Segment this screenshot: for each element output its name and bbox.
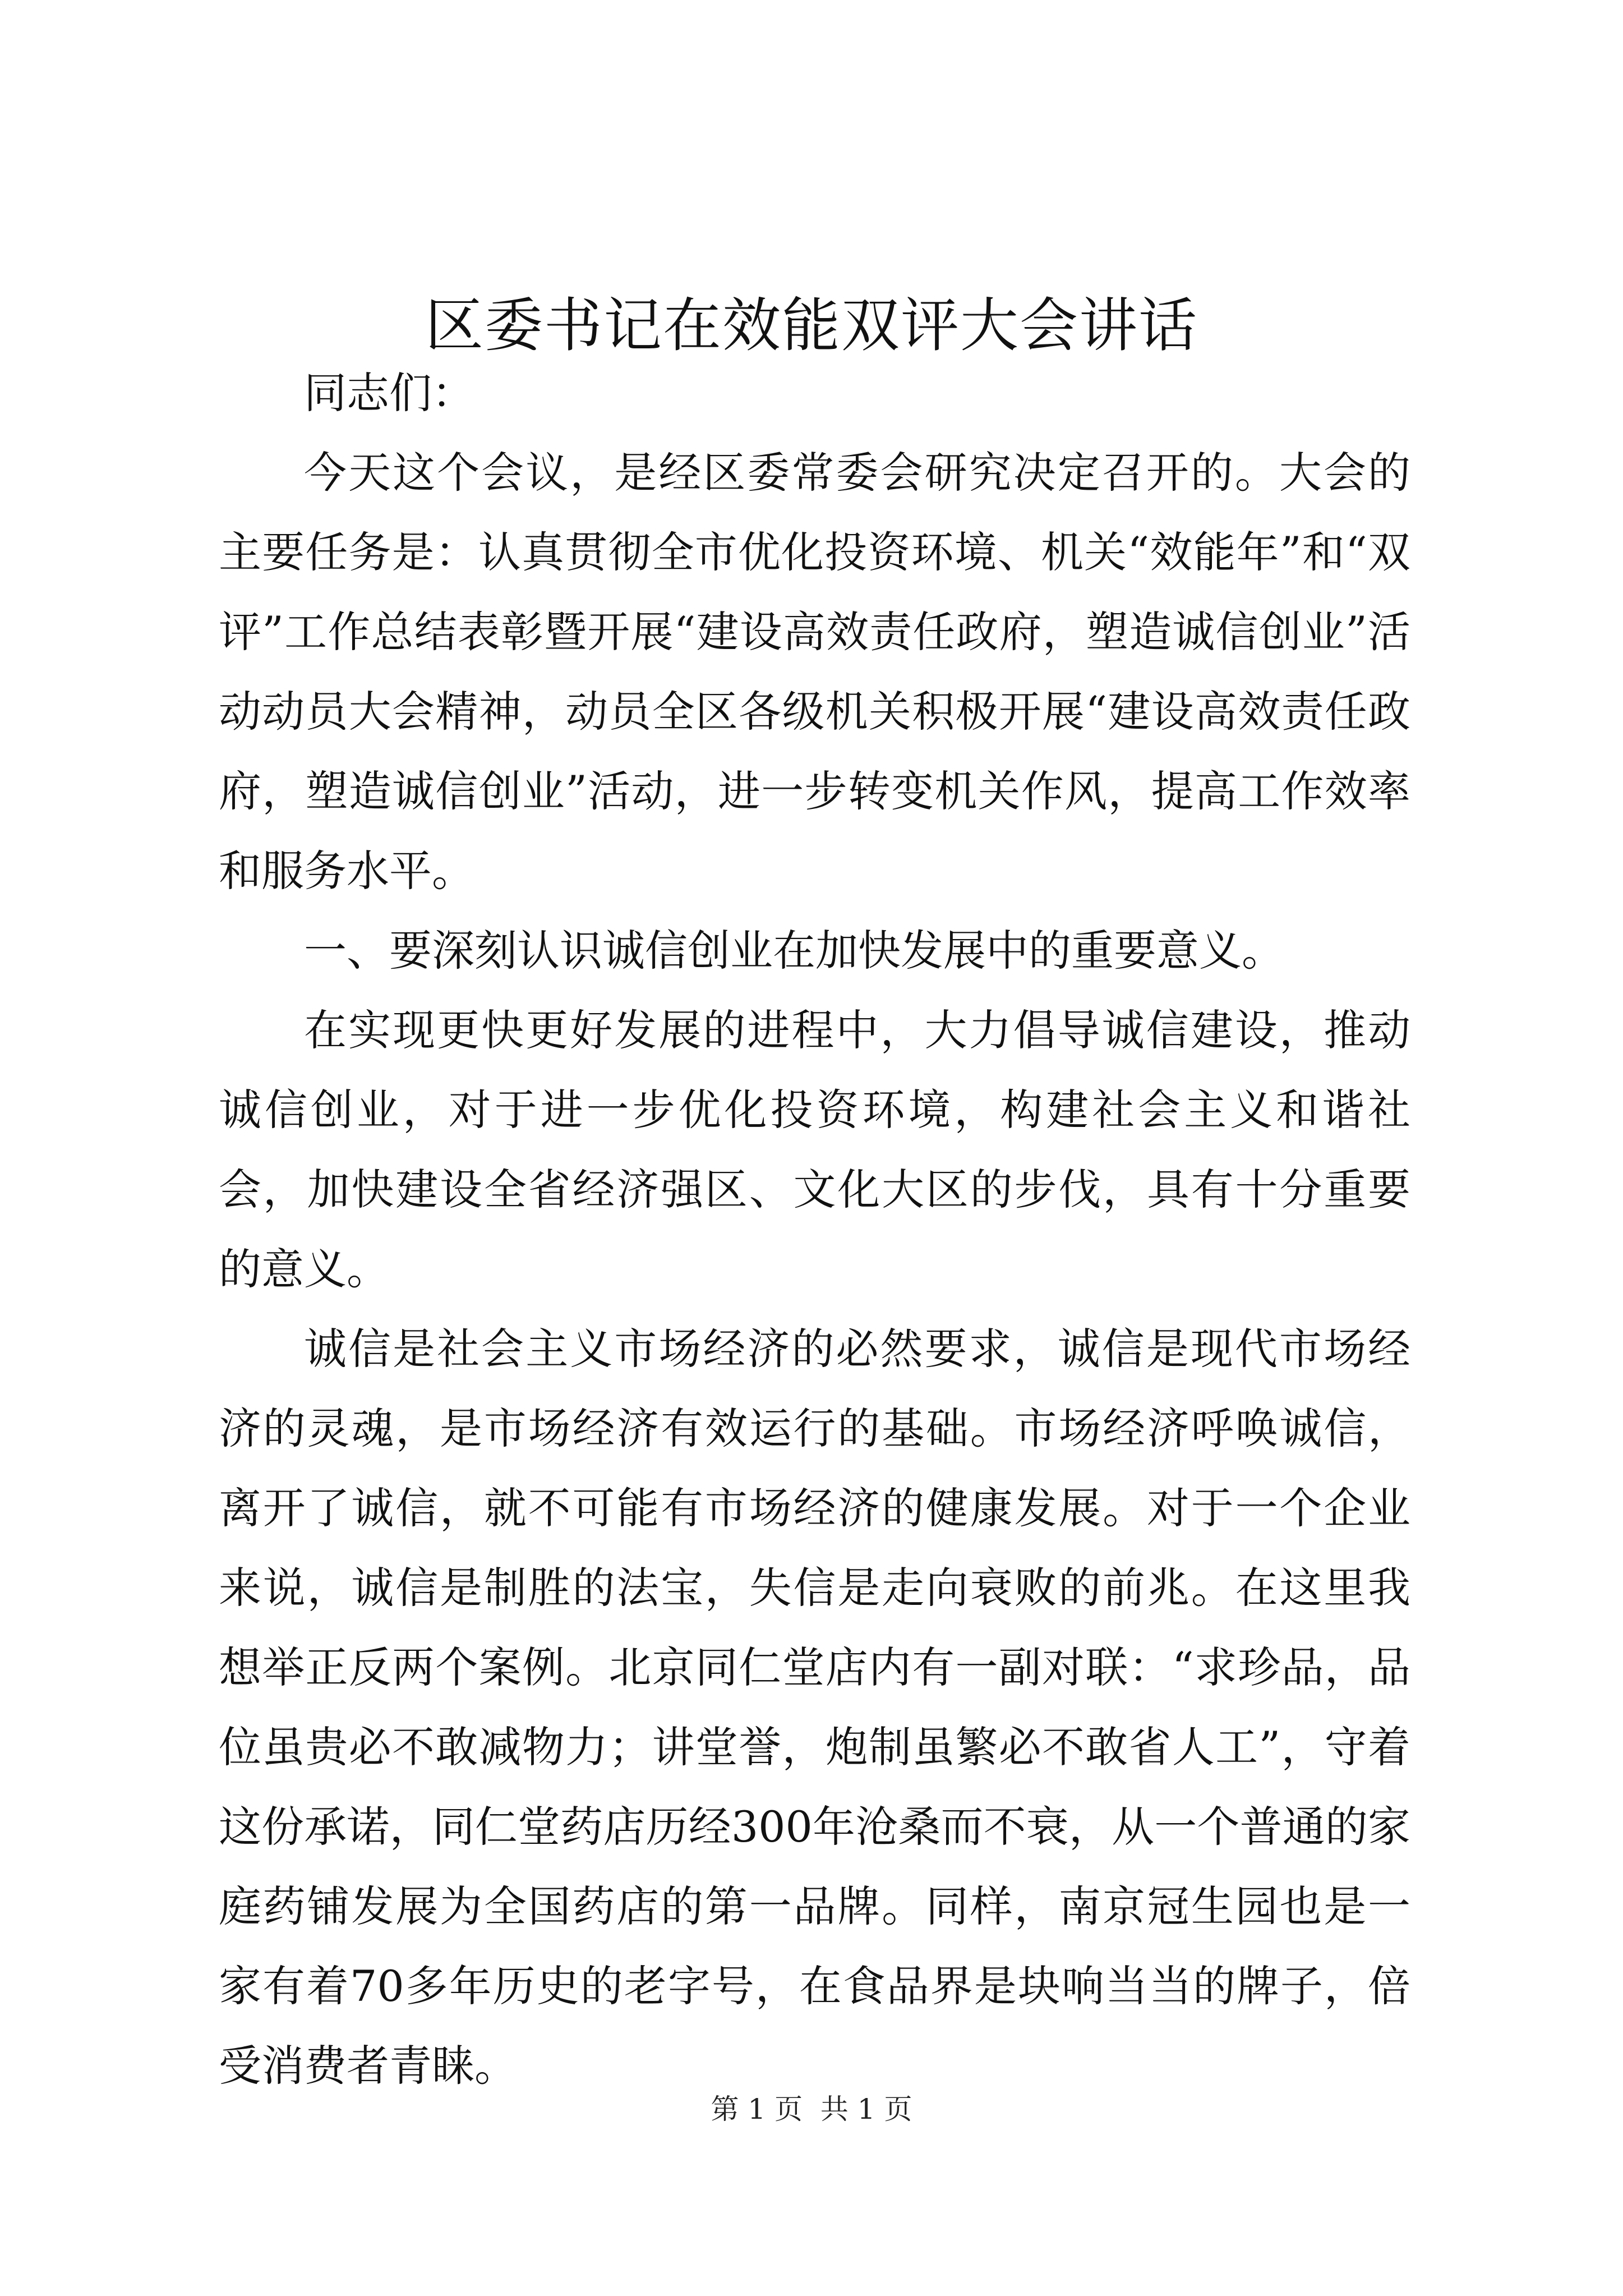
document-title: 区委书记在效能双评大会讲话 bbox=[425, 291, 1198, 360]
section-heading: 一、要深刻认识诚信创业在加快发展中的重要意义。 bbox=[304, 926, 1284, 976]
page-footer bbox=[0, 2090, 1623, 2129]
body-paragraph: 今天这个会议，是经区委常委会研究决定召开的。大会的主要任务是：认真贯彻全市优化投资环境、机关“效能年”和“双评”工作总结表彰暨开展“建设高效责任政府，塑造诚信创业”活动动员大会精神，动员全区各级机关积极开展“建设高效责任政府，塑造诚信创业”活动，进一步转变机关作风，提高工作效率和服务水平。 bbox=[219, 448, 1410, 896]
body-paragraph: 在实现更快更好发展的进程中，大力倡导诚信建设，推动诚信创业，对于进一步优化投资环境，构建社会主义和谐社会，加快建设全省经济强区、文化大区的步伐，具有十分重要的意义。 bbox=[219, 1005, 1410, 1294]
body-paragraph: 诚信是社会主义市场经济的必然要求，诚信是现代市场经济的灵魂，是市场经济有效运行的基础。市场经济呼唤诚信，离开了诚信，就不可能有市场经济的健康发展。对于一个企业来说，诚信是制胜的法宝，失信是走向衰败的前兆。在这里我想举正反两个案例。北京同仁堂店内有一副对联：“求珍品，品位虽贵必不敢减物力；讲堂誉，炮制虽繁必不敢省人工”，守着这份承诺，同仁堂药店历经300年沧桑而不衰，从一个普通的家庭药铺发展为全国药店的第一品牌。同样，南京冠生园也是一家有着70多年历史的老字号，在食品界是块响当当的牌子，倍受消费者青睐。 bbox=[219, 1324, 1410, 2091]
page-number: 第 1 页 共 1 页 bbox=[711, 2093, 912, 2125]
salutation-paragraph: 同志们： bbox=[304, 368, 474, 418]
document-body bbox=[219, 353, 1410, 2106]
